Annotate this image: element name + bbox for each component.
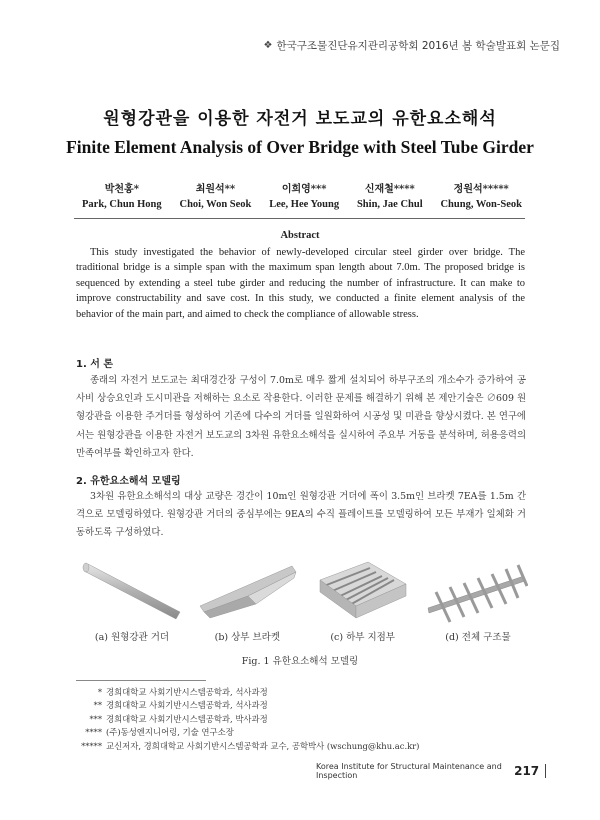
footnote <box>76 740 536 753</box>
full-structure-image <box>424 556 528 626</box>
figure-subcaptions <box>82 629 528 643</box>
paper-title-korean: 원형강관을 이용한 자전거 보도교의 유한요소해석 <box>103 109 497 129</box>
author <box>269 180 339 210</box>
footer-institute: Korea Institute for Structural Maintenance and Inspection <box>316 762 502 780</box>
author-name-korean: 최원석** <box>195 184 236 195</box>
author-name-english: Shin, Jae Chul <box>356 199 423 210</box>
footer-divider <box>545 764 546 778</box>
section-body-introduction: 종래의 자전거 보도교는 최대경간장 구성이 7.0m로 매우 짧게 설치되어 하부구조의 개소수가 증가하여 공사비 상승요인과 도시미관을 저해하는 요소로 작용한다. 이러한 문제를 해결하기 위해 본 제안기술은 ∅609 원형강관을 이용한 주거더를 형성하여 기존에 다수의 거더를 일원화하여 시공성 및 미관을 향상시켰다. 본 연구에서는 원형강관을 이용한 자전거 보도교의 3차원 유한요소해석을 실시하여 주요부 거동을 분석하며, 허용응력의 만족여부를 확인하고자 한다. <box>76 375 526 459</box>
section-heading-introduction: 1. 서 론 <box>76 359 114 370</box>
footnote-text: 교신저자, 경희대학교 사회기반시스템공학과 교수, 공학박사 (wschung@khu.ac.kr) <box>106 740 420 751</box>
author <box>440 180 522 210</box>
author <box>82 180 162 210</box>
abstract-text: This study investigated the behavior of newly-developed circular steel girder over bridge. The traditional bridge is a simple span with the maximum span length about 7.0m. The proposed bridge is sequenced by extending a steel tube girder and reducing the number of infrastructure. It can make to improve constructability and save cost. In this study, we conducted a finite element analysis of the behavior of the main part, and aimed to check the compliance of allowable stress. <box>76 247 525 320</box>
author-name-korean: 신재철**** <box>364 184 415 195</box>
footnote-mark: **** <box>85 727 102 738</box>
author-name-korean: 이희영*** <box>281 184 327 195</box>
footnote <box>76 699 536 712</box>
lower-support-image <box>310 556 414 626</box>
footnote-text: (주)동성엔지니어링, 기술 연구소장 <box>106 727 234 738</box>
footnote-text: 경희대학교 사회기반시스템공학과, 박사과정 <box>106 713 268 724</box>
footnote <box>76 713 536 726</box>
paper-title-english: Finite Element Analysis of Over Bridge with Steel Tube Girder <box>66 137 534 157</box>
author-name-english: Chung, Won-Seok <box>440 199 522 210</box>
footnote-mark: ** <box>93 700 102 711</box>
subcaption-full-structure: (d) 전체 구조물 <box>445 632 511 643</box>
author-list <box>82 180 522 210</box>
footnote-mark: ***** <box>81 740 102 751</box>
author-name-english: Park, Chun Hong <box>82 199 162 210</box>
author <box>357 180 423 210</box>
section-body-modeling: 3차원 유한요소해석의 대상 교량은 경간이 10m인 원형강관 거더에 폭이 3.5m인 브라켓 7EA를 1.5m 간격으로 모델링하였다. 원형강관 거더의 중심부에는 9EA의 수직 플레이트를 모델링하여 모든 부재가 일체화 거동하도록 구성하였다. <box>76 491 526 539</box>
footnote-divider <box>76 680 206 681</box>
author-name-english: Lee, Hee Young <box>269 199 340 210</box>
author-name-korean: 정원석***** <box>453 184 509 195</box>
title-divider <box>74 218 525 219</box>
tube-girder-image <box>82 556 186 626</box>
subcaption-upper-bracket: (b) 상부 브라켓 <box>214 632 281 643</box>
journal-header <box>264 38 560 53</box>
footnote-list <box>76 686 536 753</box>
footnote <box>76 726 536 739</box>
page-footer <box>316 762 546 780</box>
diamond-icon: ❖ <box>263 40 273 51</box>
page-number: 217 <box>514 764 540 778</box>
footnote-mark: * <box>97 687 102 697</box>
author-name-korean: 박천홍* <box>104 184 139 195</box>
abstract-heading: Abstract <box>280 230 320 241</box>
footnote-text: 경희대학교 사회기반시스템공학과, 석사과정 <box>106 700 268 711</box>
footnote <box>76 686 536 699</box>
author-name-english: Choi, Won Seok <box>179 199 252 210</box>
subcaption-lower-support: (c) 하부 지점부 <box>330 632 395 643</box>
footnote-text: 경희대학교 사회기반시스템공학과, 석사과정 <box>106 687 268 697</box>
author <box>180 180 252 210</box>
upper-bracket-image <box>196 556 300 626</box>
subcaption-tube-girder: (a) 원형강관 거더 <box>94 632 170 643</box>
figure-panels <box>82 556 528 626</box>
journal-title: 한국구조물진단유지관리공학회 2016년 봄 학술발표회 논문집 <box>276 40 560 52</box>
figure-caption: Fig. 1 유한요소해석 모델링 <box>241 656 359 667</box>
footnote-mark: *** <box>89 713 102 724</box>
section-heading-modeling: 2. 유한요소해석 모델링 <box>76 476 181 487</box>
